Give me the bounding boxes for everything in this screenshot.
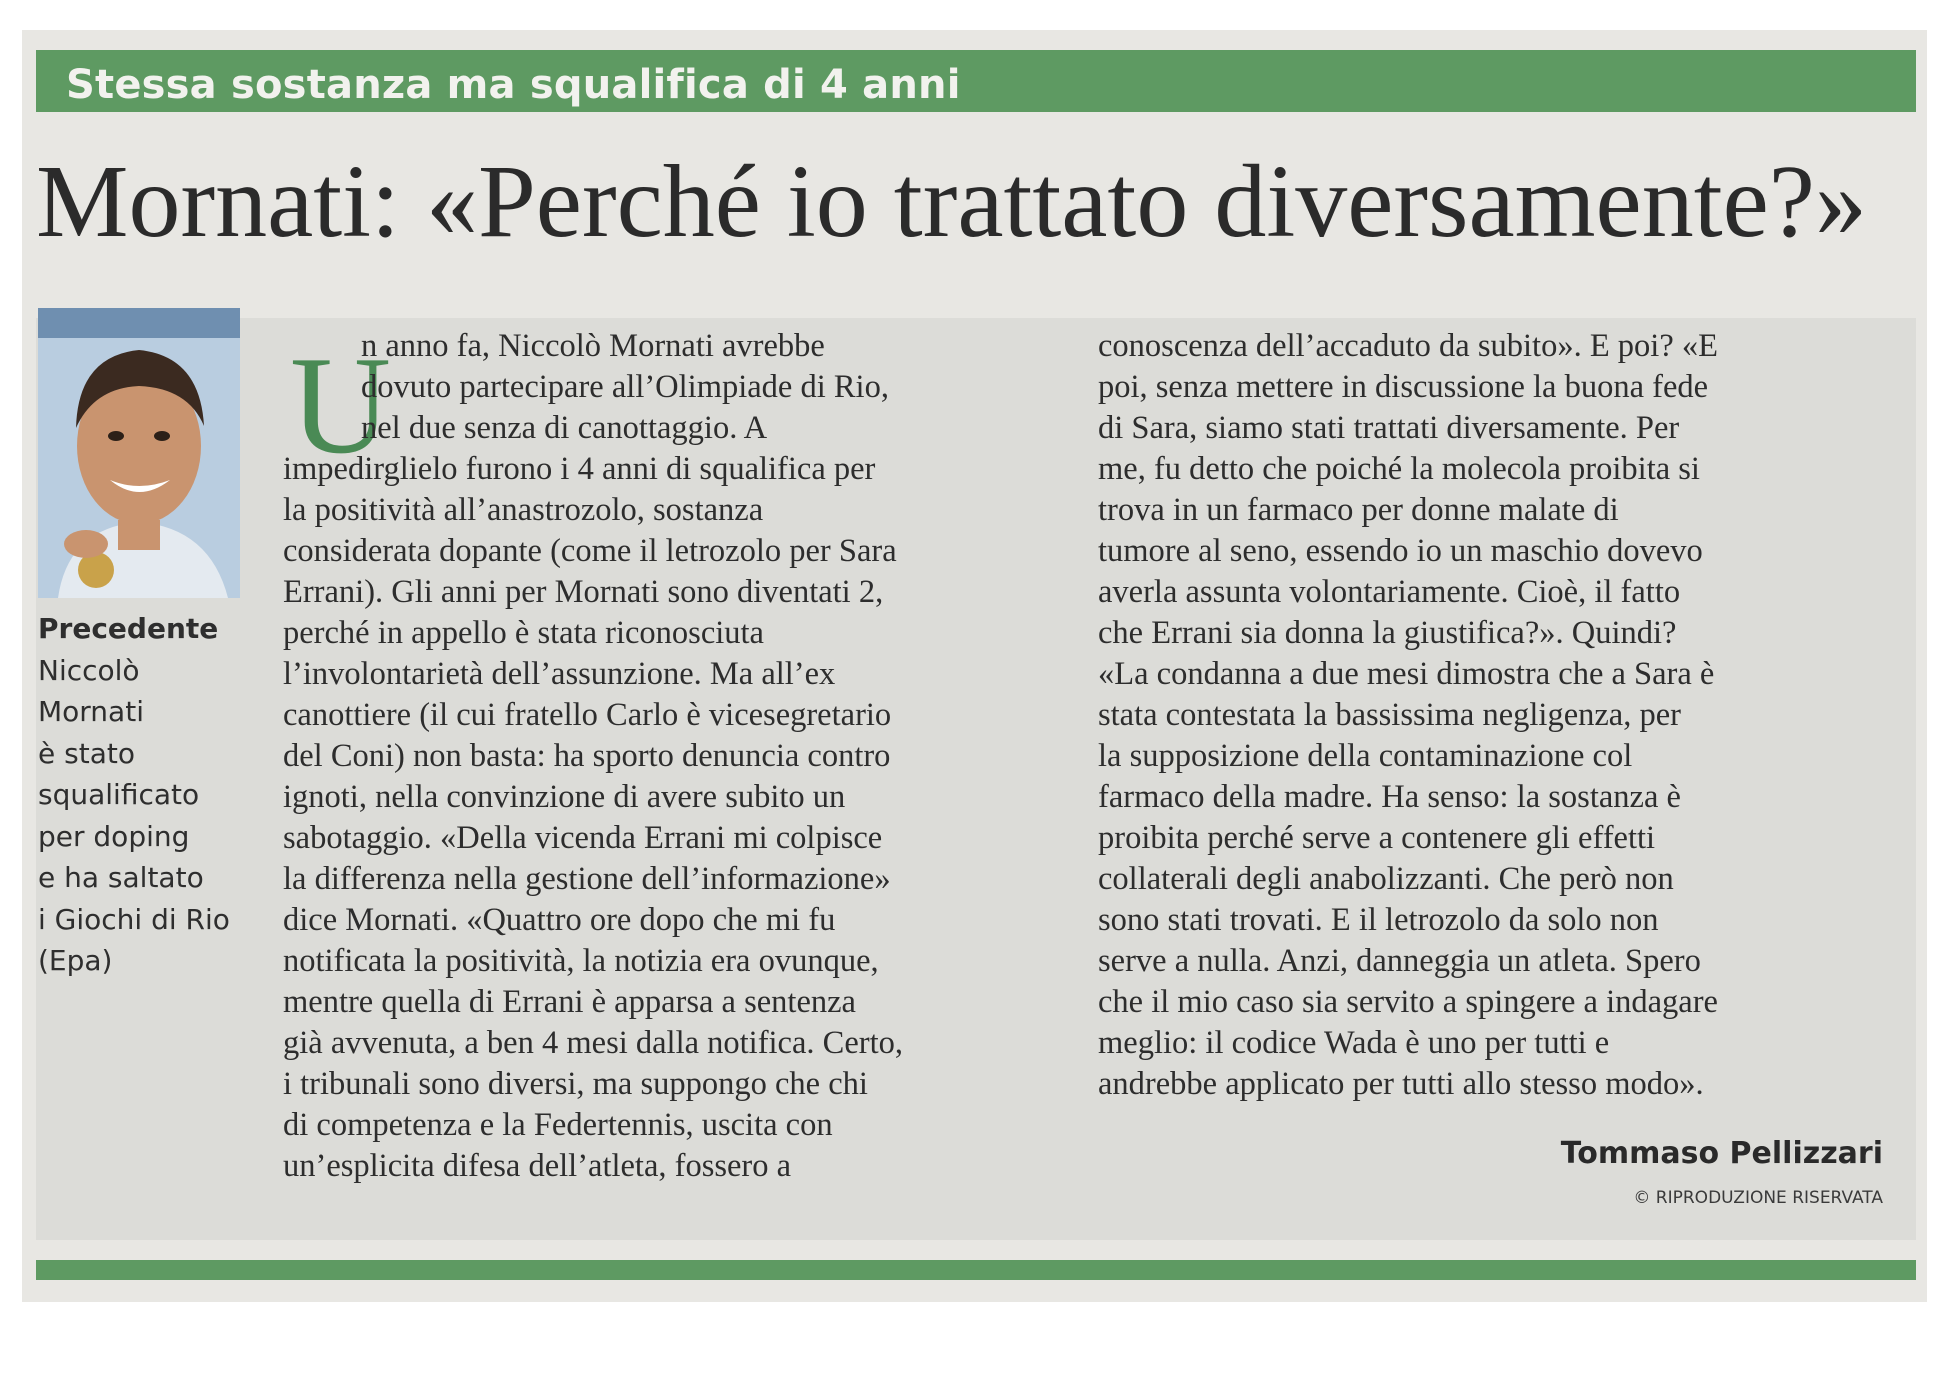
text-line: che il mio caso sia servito a spingere a indagare	[1098, 984, 1718, 1020]
text-line: nel due senza di canottaggio. A	[361, 410, 768, 446]
text-line: notificata la positività, la notizia era ovunque,	[283, 943, 879, 979]
text-line: trova in un farmaco per donne malate di	[1098, 492, 1619, 528]
text-line: mentre quella di Errani è apparsa a sentenza	[283, 984, 856, 1020]
text-line: già avvenuta, a ben 4 mesi dalla notifica. Certo,	[283, 1025, 903, 1061]
text-line: canottiere (il cui fratello Carlo è vicesegretario	[283, 697, 892, 733]
text-line: dovuto partecipare all’Olimpiade di Rio,	[361, 369, 889, 405]
text-line: poi, senza mettere in discussione la buona fede	[1098, 369, 1709, 405]
caption-line: (Epa)	[38, 944, 113, 977]
text-line: di Sara, siamo stati trattati diversamente. Per	[1098, 410, 1680, 446]
text-line: sono stati trovati. E il letrozolo da solo non	[1098, 902, 1659, 938]
text-line: la positività all’anastrozolo, sostanza	[283, 492, 764, 528]
portrait-image	[38, 308, 240, 598]
caption-line: Niccolò	[38, 653, 140, 687]
drop-cap: U	[290, 328, 392, 483]
article-column-1	[283, 326, 903, 1187]
text-line: meglio: il codice Wada è uno per tutti e	[1098, 1025, 1610, 1061]
caption-line: squalificato	[38, 778, 200, 811]
author-byline: Tommaso Pellizzari	[1560, 1136, 1883, 1171]
text-line: che Errani sia donna la giustifica?». Quindi?	[1098, 615, 1677, 651]
text-line: impedirglielo furono i 4 anni di squalifica per	[283, 451, 876, 487]
caption-line: i Giochi di Rio	[38, 902, 230, 936]
text-line: serve a nulla. Anzi, danneggia un atleta. Spero	[1098, 943, 1701, 979]
text-line: «La condanna a due mesi dimostra che a Sara è	[1098, 656, 1715, 692]
kicker: Stessa sostanza ma squalifica di 4 anni	[66, 62, 961, 108]
caption-label: Precedente	[38, 612, 219, 645]
bottom-rule	[36, 1260, 1916, 1280]
kicker-bar	[36, 50, 1916, 112]
text-line: la differenza nella gestione dell’informazione»	[283, 861, 891, 897]
caption-line: Mornati	[38, 695, 144, 728]
text-line: perché in appello è stata riconosciuta	[283, 615, 764, 651]
text-line: stata contestata la bassissima negligenza, per	[1098, 697, 1681, 733]
text-line: andrebbe applicato per tutti allo stesso modo».	[1098, 1066, 1704, 1102]
text-line: del Coni) non basta: ha sporto denuncia contro	[283, 738, 891, 774]
text-line: collaterali degli anabolizzanti. Che però non	[1098, 861, 1674, 897]
copyright-notice: © RIPRODUZIONE RISERVATA	[1633, 1188, 1883, 1208]
text-line: tumore al seno, essendo io un maschio dovevo	[1098, 533, 1703, 569]
text-line: sabotaggio. «Della vicenda Errani mi colpisce	[283, 820, 883, 856]
text-line: la supposizione della contaminazione col	[1098, 738, 1633, 774]
text-line: dice Mornati. «Quattro ore dopo che mi fu	[283, 902, 836, 938]
article-column-2	[1098, 326, 1718, 1105]
text-line: l’involontarietà dell’assunzione. Ma all’ex	[283, 656, 836, 692]
text-line: averla assunta volontariamente. Cioè, il fatto	[1098, 574, 1681, 610]
text-line: conoscenza dell’accaduto da subito». E poi? «E	[1098, 328, 1718, 364]
text-line: un’esplicita difesa dell’atleta, fossero a	[283, 1148, 792, 1184]
text-line: n anno fa, Niccolò Mornati avrebbe	[361, 328, 825, 364]
text-line: me, fu detto che poiché la molecola proibita si	[1098, 451, 1700, 487]
caption-line: e ha saltato	[38, 861, 204, 894]
caption-line: è stato	[38, 736, 135, 770]
text-line: proibita perché serve a contenere gli effetti	[1098, 820, 1656, 856]
text-line: i tribunali sono diversi, ma suppongo che chi	[283, 1066, 868, 1102]
text-line: farmaco della madre. Ha senso: la sostanza è	[1098, 779, 1681, 815]
text-line: Errani). Gli anni per Mornati sono diventati 2,	[283, 574, 884, 610]
athlete-photo	[38, 308, 240, 598]
text-line: di competenza e la Federtennis, uscita con	[283, 1107, 833, 1143]
headline: Mornati: «Perché io trattato diversamente?»	[36, 144, 1867, 259]
caption-line: per doping	[38, 819, 190, 853]
text-line: considerata dopante (come il letrozolo per Sara	[283, 533, 897, 569]
photo-caption	[38, 608, 253, 982]
text-line: ignoti, nella convinzione di avere subito un	[283, 779, 846, 815]
